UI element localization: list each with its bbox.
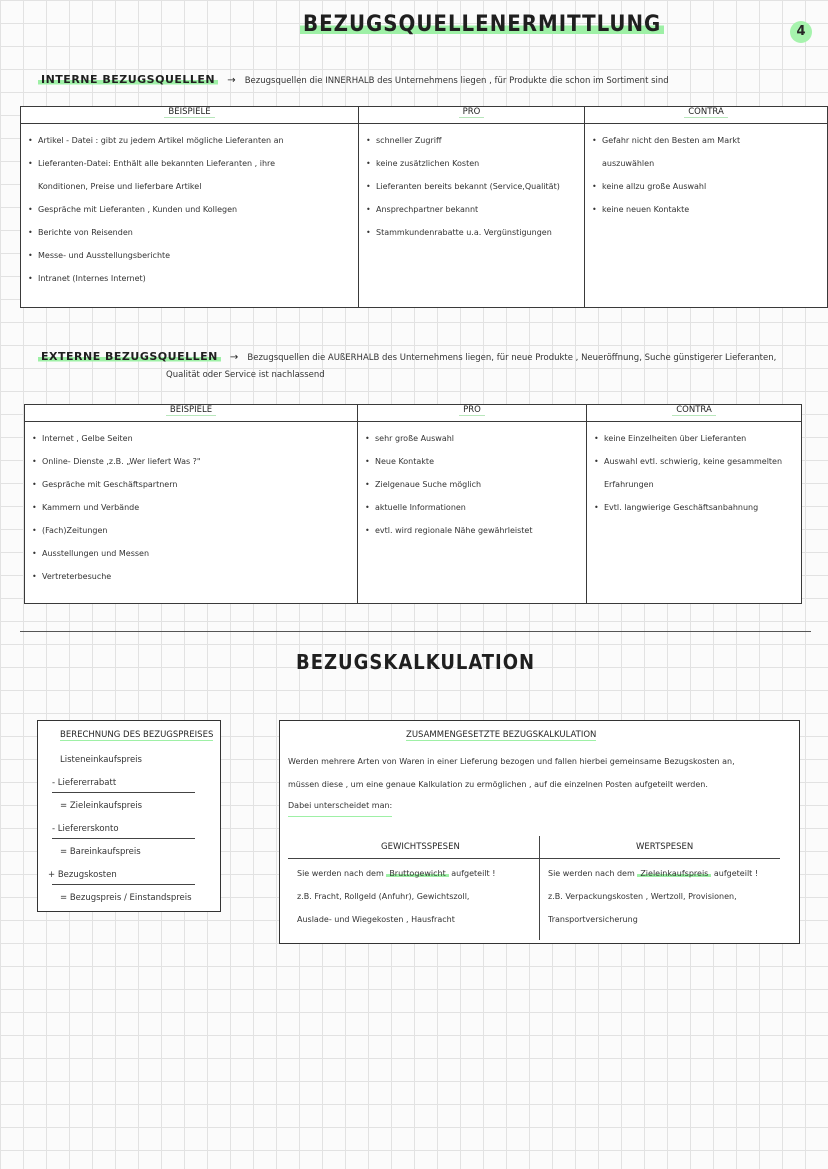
zusammen-para-3: Dabei unterscheidet man:: [288, 796, 392, 817]
arrow-right-icon: →: [227, 75, 236, 86]
gewicht-line-2: z.B. Fracht, Rollgeld (Anfuhr), Gewichtszoll,: [297, 892, 470, 901]
calc-underline: [52, 884, 195, 885]
internal-pro-cell: [359, 124, 585, 308]
zusammen-para-1: Werden mehrere Arten von Waren in einer Lieferung bezogen und fallen hierbei gemeinsame Bezugskosten an,: [288, 757, 735, 766]
spesen-divider-horizontal: [288, 858, 780, 859]
list-item: • Lieferanten-Datei: Enthält alle bekannten Lieferanten , ihre: [28, 152, 353, 175]
internal-contra-cell: [585, 124, 828, 308]
berechnung-line: - Liefererskonto: [52, 824, 119, 834]
list-item: • (Fach)Zeitungen: [32, 519, 352, 542]
section-divider: [20, 631, 811, 632]
zusammen-para-2: müssen diese , um eine genaue Kalkulation zu ermöglichen , auf die einzelnen Posten aufgeteilt werden.: [288, 780, 708, 789]
list-item: • Artikel - Datei : gibt zu jedem Artikel mögliche Lieferanten an: [28, 129, 353, 152]
internal-col-pro: PRO: [359, 107, 585, 124]
list-item: • sehr große Auswahl: [365, 427, 581, 450]
list-item: • keine neuen Kontakte: [592, 198, 822, 221]
berechnung-heading: BERECHNUNG DES BEZUGSPREISES: [60, 730, 214, 740]
internal-beispiele-cell: [21, 124, 359, 308]
list-item: Erfahrungen: [604, 480, 654, 489]
list-item: • Messe- und Ausstellungsberichte: [28, 244, 353, 267]
list-item: • Evtl. langwierige Geschäftsanbahnung: [594, 496, 796, 519]
wertspesen-heading: WERTSPESEN: [636, 842, 694, 852]
wert-line-2: z.B. Verpackungskosten , Wertzoll, Provisionen,: [548, 892, 737, 901]
external-col-beispiele: BEISPIELE: [25, 405, 358, 422]
list-item: • Internet , Gelbe Seiten: [32, 427, 352, 450]
list-item: • Zielgenaue Suche möglich: [365, 473, 581, 496]
list-item: • Auswahl evtl. schwierig, keine gesammelten: [594, 450, 796, 473]
calc-underline: [52, 792, 195, 793]
list-item: • keine Einzelheiten über Lieferanten: [594, 427, 796, 450]
external-description-2: Qualität oder Service ist nachlassend: [166, 370, 325, 380]
list-item: • Gefahr nicht den Besten am Markt: [592, 129, 822, 152]
internal-col-contra: CONTRA: [585, 107, 828, 124]
external-contra-cell: [587, 422, 802, 604]
berechnung-line: + Bezugskosten: [48, 870, 117, 880]
page-title-text: BEZUGSQUELLENERMITTLUNG: [300, 12, 664, 37]
list-item: • Intranet (Internes Internet): [28, 267, 353, 290]
external-heading: EXTERNE BEZUGSQUELLEN: [38, 350, 221, 363]
list-item: • Kammern und Verbände: [32, 496, 352, 519]
arrow-right-icon: →: [229, 352, 239, 363]
berechnung-line: = Bezugspreis / Einstandspreis: [60, 893, 192, 903]
list-item: • Stammkundenrabatte u.a. Vergünstigungen: [366, 221, 579, 244]
external-pro-cell: [358, 422, 587, 604]
list-item: • Berichte von Reisenden: [28, 221, 353, 244]
list-item: • keine zusätzlichen Kosten: [366, 152, 579, 175]
list-item: Konditionen, Preise und lieferbare Artikel: [38, 182, 202, 191]
kalkulation-title: BEZUGSKALKULATION: [296, 650, 536, 674]
internal-col-beispiele: BEISPIELE: [21, 107, 359, 124]
list-item: • Lieferanten bereits bekannt (Service,Qualität): [366, 175, 579, 198]
list-item: • Ansprechpartner bekannt: [366, 198, 579, 221]
list-item: • Vertreterbesuche: [32, 565, 352, 588]
list-item: • keine allzu große Auswahl: [592, 175, 822, 198]
list-item: • schneller Zugriff: [366, 129, 579, 152]
external-table: [24, 404, 802, 604]
list-item: • Gespräche mit Geschäftspartnern: [32, 473, 352, 496]
page-title: [300, 12, 664, 37]
gewicht-line-3: Auslade- und Wiegekosten , Hausfracht: [297, 915, 455, 924]
list-item: • Online- Dienste ,z.B. „Wer liefert Was ?": [32, 450, 352, 473]
list-item: auszuwählen: [602, 159, 655, 168]
internal-description: Bezugsquellen die INNERHALB des Unternehmens liegen , für Produkte die schon im Sortiment sind: [244, 76, 669, 86]
berechnung-line: - Liefererrabatt: [52, 778, 117, 788]
wert-line-3: Transportversicherung: [548, 915, 638, 924]
external-col-pro: PRO: [358, 405, 587, 422]
internal-table: [20, 106, 828, 308]
list-item: • evtl. wird regionale Nähe gewährleistet: [365, 519, 581, 542]
berechnung-line: Listeneinkaufspreis: [60, 755, 142, 765]
list-item: • aktuelle Informationen: [365, 496, 581, 519]
list-item: • Ausstellungen und Messen: [32, 542, 352, 565]
external-beispiele-cell: [25, 422, 358, 604]
zusammengesetzt-heading: ZUSAMMENGESETZTE BEZUGSKALKULATION: [406, 730, 597, 740]
list-item: • Neue Kontakte: [365, 450, 581, 473]
external-col-contra: CONTRA: [587, 405, 802, 422]
wert-line-1: Sie werden nach dem Zieleinkaufspreis aufgeteilt !: [548, 869, 759, 878]
internal-heading: INTERNE BEZUGSQUELLEN: [38, 73, 218, 86]
external-header: [38, 345, 776, 364]
internal-header: [38, 68, 669, 87]
page-number-badge: 4: [790, 21, 812, 43]
gewicht-line-1: Sie werden nach dem Bruttogewicht aufgeteilt !: [297, 869, 496, 878]
list-item: • Gespräche mit Lieferanten , Kunden und Kollegen: [28, 198, 353, 221]
calc-underline: [52, 838, 195, 839]
berechnung-line: = Zieleinkaufspreis: [60, 801, 143, 811]
external-description-1: Bezugsquellen die AUßERHALB des Unternehmens liegen, für neue Produkte , Neueröffnung, Suche günstigerer Lieferanten,: [247, 353, 777, 363]
berechnung-line: = Bareinkaufspreis: [60, 847, 141, 857]
spesen-divider-vertical: [539, 836, 540, 940]
gewichtsspesen-heading: GEWICHTSSPESEN: [381, 842, 460, 852]
